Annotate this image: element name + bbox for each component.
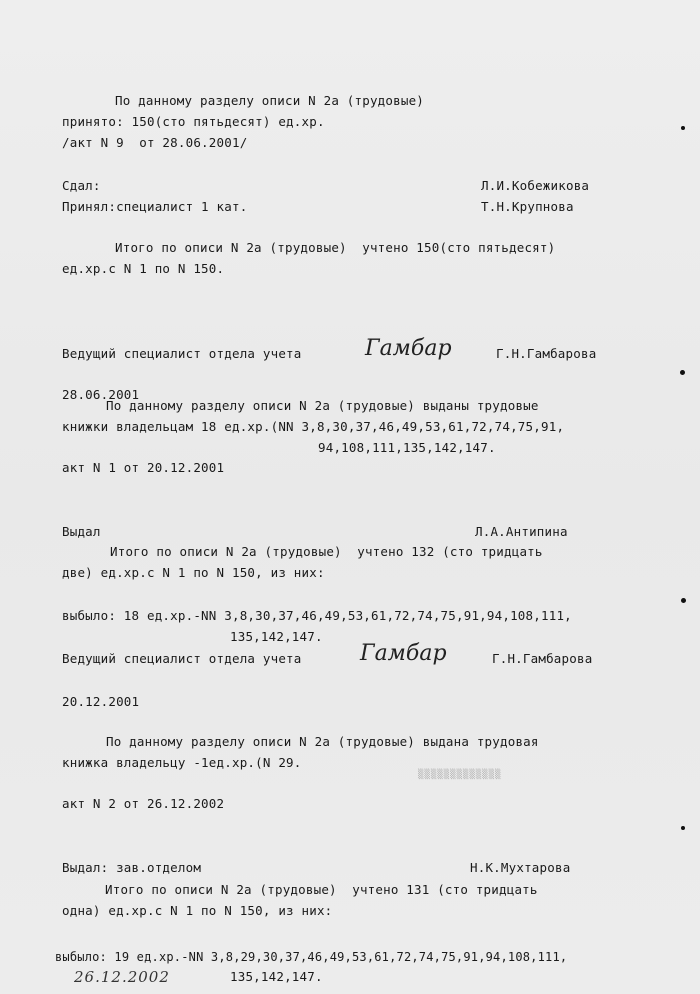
s3-act: акт N 2 от 26.12.2002 (62, 796, 225, 811)
hole-punch-mark-mid (680, 370, 685, 375)
hole-punch-mark-top (681, 126, 685, 130)
s3-total-line1: Итого по описи N 2а (трудовые) учтено 131 (сто тридцать (105, 882, 538, 897)
s1-act: /акт N 9 от 28.06.2001/ (62, 135, 248, 150)
s2-total-line2: две) ед.хр.с N 1 по N 150, из них: (62, 565, 325, 580)
s2-lead-signature: Гамбар (360, 641, 447, 666)
s2-date: 20.12.2001 (62, 694, 140, 709)
s1-total-line1: Итого по описи N 2а (трудовые) учтено 150(сто пятьдесят) (115, 240, 556, 255)
s2-total-line1: Итого по описи N 2а (трудовые) учтено 132 (сто тридцать (110, 544, 543, 559)
s1-lead-signature: Гамбар (365, 336, 452, 361)
s2-issued-label: Выдал (62, 524, 101, 539)
s3-date-handwritten: 26.12.2002 (74, 968, 170, 986)
s3-out-line1: выбыло: 19 ед.хр.-NN 3,8,29,30,37,46,49,53,61,72,74,75,91,94,108,111, (55, 950, 568, 964)
s1-received-name: Т.Н.Крупнова (481, 199, 574, 214)
s2-lead-name: Г.Н.Гамбарова (492, 651, 593, 666)
s2-line2: книжки владельцам 18 ед.хр.(NN 3,8,30,37,46,49,53,61,72,74,75,91, (62, 419, 565, 434)
s1-lead-name: Г.Н.Гамбарова (496, 346, 597, 361)
s1-received-label: Принял:специалист 1 кат. (62, 199, 248, 214)
s1-heading: По данному разделу описи N 2а (трудовые) (115, 93, 425, 108)
faded-stamp: ▒▒▒▒▒▒▒▒▒▒▒▒▒ (418, 770, 502, 780)
s1-date: 28.06.2001 (62, 387, 140, 402)
hole-punch-mark-low (681, 598, 686, 603)
hole-punch-mark-bottom (681, 826, 685, 830)
s3-heading: По данному разделу описи N 2а (трудовые) выдана трудовая (106, 734, 539, 749)
s3-out-line2: 135,142,147. (230, 969, 323, 984)
s2-lead-label: Ведущий специалист отдела учета (62, 651, 302, 666)
s3-issued-label: Выдал: зав.отделом (62, 860, 202, 875)
s1-handed-name: Л.И.Кобежикова (481, 178, 590, 193)
s1-total-line2: ед.хр.с N 1 по N 150. (62, 261, 225, 276)
s3-issued-name: Н.К.Мухтарова (470, 860, 571, 875)
s2-heading: По данному разделу описи N 2а (трудовые) выданы трудовые (106, 398, 539, 413)
s3-total-line2: одна) ед.хр.с N 1 по N 150, из них: (62, 903, 333, 918)
s2-out-line1: выбыло: 18 ед.хр.-NN 3,8,30,37,46,49,53,61,72,74,75,91,94,108,111, (62, 608, 572, 623)
s1-lead-label: Ведущий специалист отдела учета (62, 346, 302, 361)
s2-line3: 94,108,111,135,142,147. (318, 440, 496, 455)
s2-act: акт N 1 от 20.12.2001 (62, 460, 225, 475)
s2-issued-name: Л.А.Антипина (475, 524, 568, 539)
s1-handed-label: Сдал: (62, 178, 101, 193)
s3-line2: книжка владельцу -1ед.хр.(N 29. (62, 755, 302, 770)
s1-accepted: принято: 150(сто пятьдесят) ед.хр. (62, 114, 325, 129)
s2-out-line2: 135,142,147. (230, 629, 323, 644)
